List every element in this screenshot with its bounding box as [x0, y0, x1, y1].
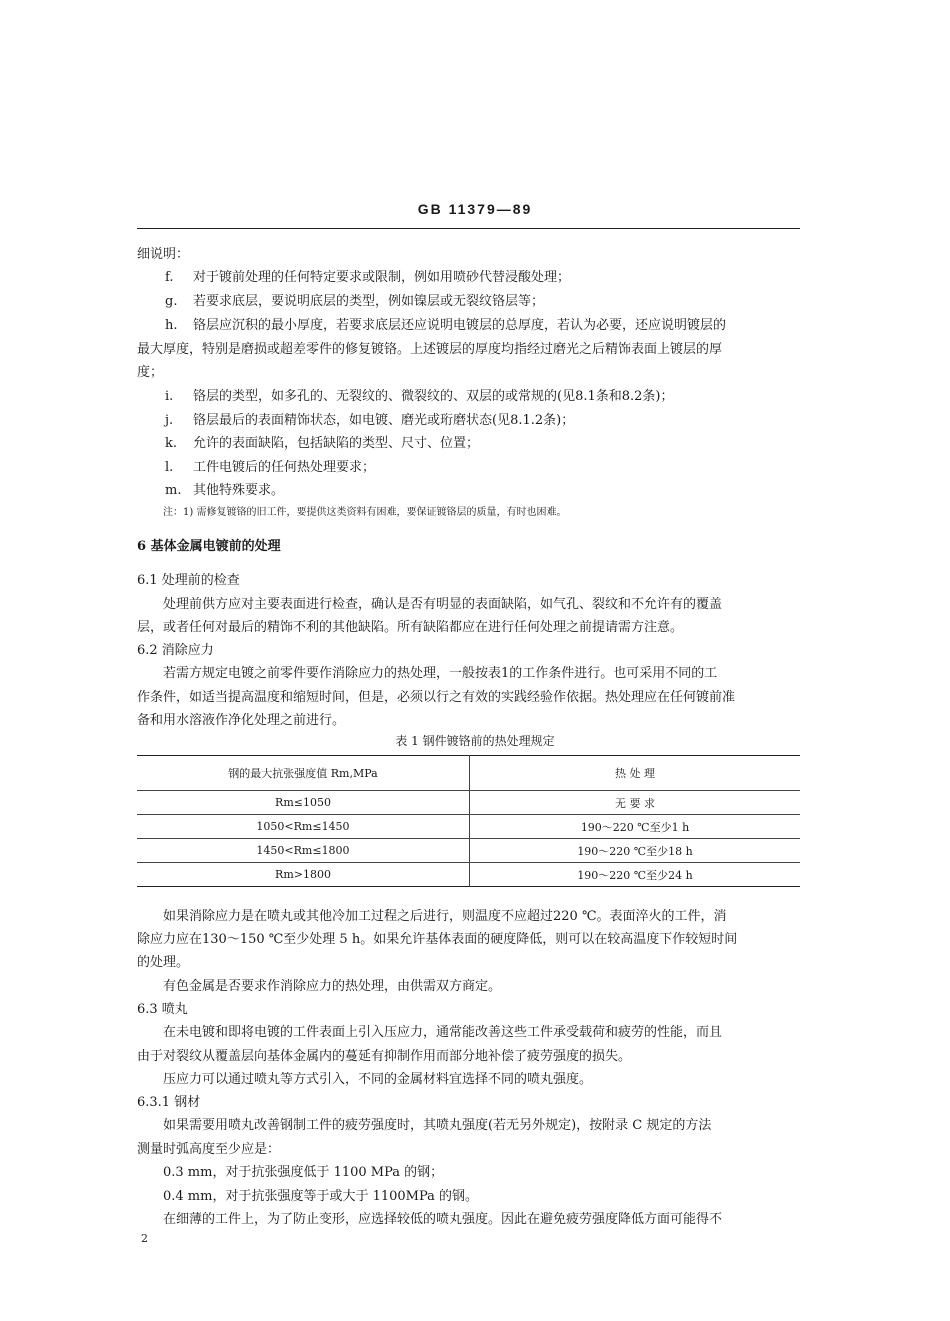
paragraph-line: 备和用水溶液作净化处理之前进行。 — [137, 713, 346, 728]
table-header-cell: 热 处 理 — [615, 767, 655, 780]
paragraph-line: 除应力应在130～150 ℃至少处理 5 h。如果允许基体表面的硬度降低，则可以在较高温度下作较短时间 — [137, 932, 738, 947]
list-item-k: k. 允许的表面缺陷，包括缺陷的类型、尺寸、位置； — [165, 436, 480, 451]
list-item-f: f. 对于镀前处理的任何特定要求或限制，例如用喷砂代替浸酸处理； — [165, 270, 571, 285]
table-cell: 190～220 ℃至少24 h — [470, 863, 801, 887]
paragraph-line: 处理前供方应对主要表面进行检查，确认是否有明显的表面缺陷，如气孔、裂纹和不允许有的覆盖 — [163, 597, 723, 612]
list-item: 0.4 mm，对于抗张强度等于或大于 1100MPa 的钢。 — [163, 1189, 479, 1204]
paragraph-line: 如果需要用喷丸改善钢制工件的疲劳强度时，其喷丸强度(若无另外规定)，按附录 C 规定的方法 — [163, 1118, 712, 1133]
section-6-1-heading: 6.1 处理前的检查 — [137, 573, 240, 588]
paragraph-line: 由于对裂纹从覆盖层向基体金属内的蔓延有抑制作用而部分地补偿了疲劳强度的损失。 — [137, 1049, 632, 1064]
paragraph-line: 有色金属是否要求作消除应力的热处理，由供需双方商定。 — [163, 979, 502, 994]
item-h-continuation: 度； — [137, 365, 164, 380]
paragraph-line: 在未电镀和即将电镀的工件表面上引入压应力，通常能改善这些工件承受载荷和疲劳的性能，而且 — [163, 1025, 723, 1040]
footnote: 注：1) 需修复镀铬的旧工件，要提供这类资料有困难，要保证镀铬层的质量，有时也困难。 — [163, 507, 567, 518]
table-cell: Rm>1800 — [137, 863, 470, 887]
item-h-continuation: 最大厚度，特别是磨损或超差零件的修复镀铬。上述镀层的厚度均指经过磨光之后精饰表面上镀层的厚 — [137, 342, 723, 357]
table-header-row — [137, 756, 800, 791]
section-6-3-heading: 6.3 喷丸 — [137, 1002, 188, 1017]
paragraph-line: 的处理。 — [137, 955, 190, 970]
section-6-3-1-heading: 6.3.1 钢材 — [137, 1095, 201, 1110]
table-row — [137, 863, 800, 887]
paragraph-line: 测量时弧高度至少应是： — [137, 1142, 281, 1157]
table-row — [137, 839, 800, 863]
list-item-l: l. 工件电镀后的任何热处理要求； — [165, 460, 376, 475]
table-header-cell: 钢的最大抗张强度值 Rm,MPa — [137, 756, 470, 791]
table-cell: 无 要 求 — [470, 791, 801, 815]
table-row — [137, 791, 800, 815]
list-item: 0.3 mm，对于抗张强度低于 1100 MPa 的钢； — [163, 1165, 444, 1180]
list-item-i: i. 铬层的类型，如多孔的、无裂纹的、微裂纹的、双层的或常规的(见8.1条和8.2条)； — [165, 389, 674, 404]
table-cell: 190～220 ℃至少18 h — [470, 839, 801, 863]
paragraph-line: 若需方规定电镀之前零件要作消除应力的热处理，一般按表1的工作条件进行。也可采用不同的工 — [163, 666, 718, 681]
table-caption: 表 1 钢件镀铬前的热处理规定 — [395, 734, 555, 748]
heat-treatment-table — [137, 755, 800, 887]
page-header: GB 11379—89 — [417, 201, 533, 217]
paragraph-line: 如果消除应力是在喷丸或其他冷加工过程之后进行，则温度不应超过220 ℃。表面淬火的工件，消 — [163, 909, 727, 924]
paragraph-line: 层，或者任何对最后的精饰不利的其他缺陷。所有缺陷都应在进行任何处理之前提请需方注意。 — [137, 620, 684, 635]
list-item-m: m. 其他特殊要求。 — [165, 483, 285, 498]
table-cell: 1450<Rm≤1800 — [137, 839, 470, 863]
paragraph-line: 在细薄的工件上，为了防止变形，应选择较低的喷丸强度。因此在避免疲劳强度降低方面可能得不 — [163, 1212, 723, 1227]
page-number: 2 — [141, 1232, 148, 1245]
table-cell: Rm≤1050 — [137, 791, 470, 815]
table-row — [137, 815, 800, 839]
table-cell: 1050<Rm≤1450 — [137, 815, 470, 839]
table-cell: 190～220 ℃至少1 h — [470, 815, 801, 839]
intro-line: 细说明： — [137, 247, 190, 262]
list-item-j: j. 铬层最后的表面精饰状态，如电镀、磨光或珩磨状态(见8.1.2条)； — [165, 413, 575, 428]
paragraph-line: 作条件，如适当提高温度和缩短时间，但是，必须以行之有效的实践经验作依据。热处理应在任何镀前准 — [137, 690, 736, 705]
list-item-g: g. 若要求底层，要说明底层的类型，例如镍层或无裂纹铬层等； — [165, 294, 545, 309]
section-6-2-heading: 6.2 消除应力 — [137, 643, 214, 658]
list-item-h: h. 铬层应沉积的最小厚度，若要求底层还应说明电镀层的总厚度，若认为必要，还应说明镀层的 — [165, 318, 727, 333]
header-rule — [137, 228, 800, 229]
section-6-heading: 6 基体金属电镀前的处理 — [137, 539, 281, 554]
paragraph-line: 压应力可以通过喷丸等方式引入，不同的金属材料宜选择不同的喷丸强度。 — [163, 1072, 593, 1087]
